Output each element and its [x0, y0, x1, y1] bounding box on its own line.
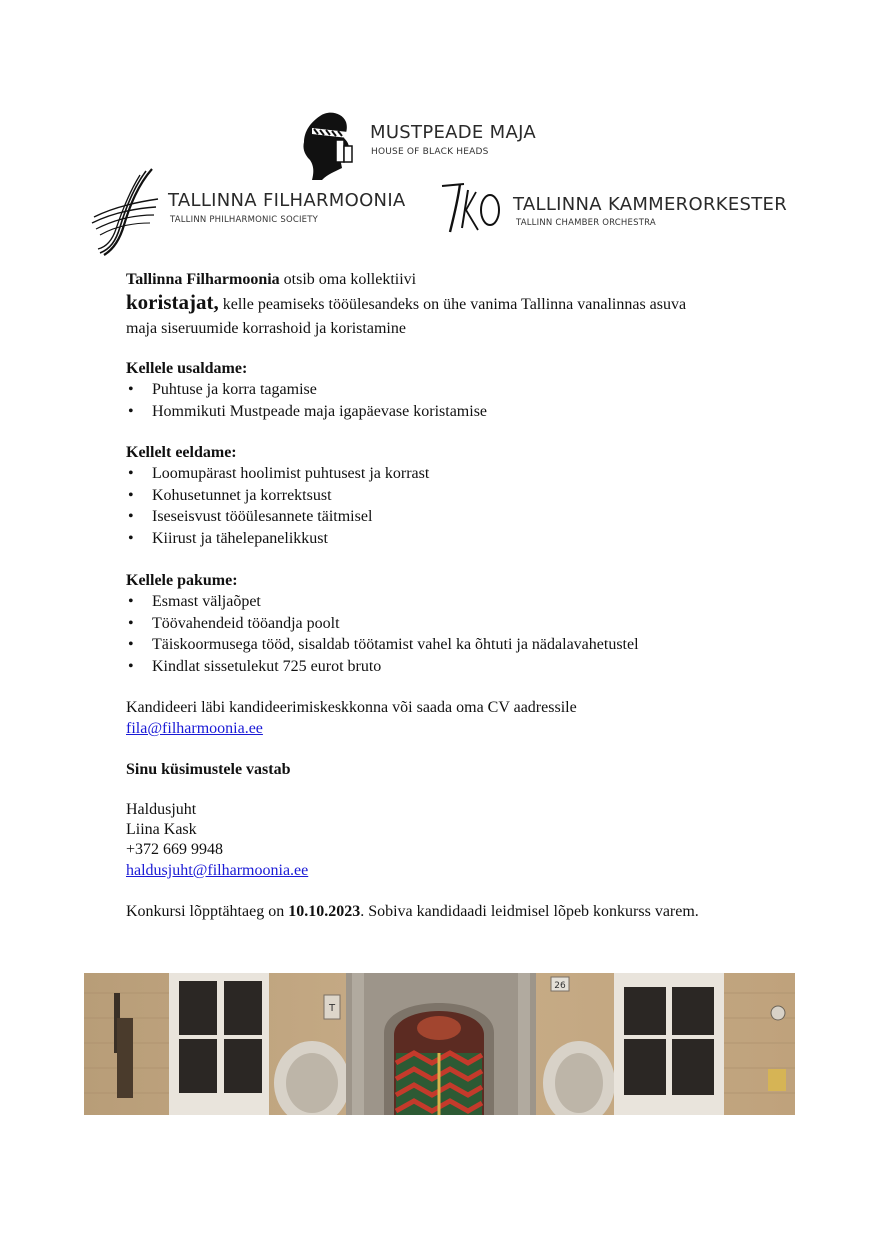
offer-list: [126, 591, 786, 677]
list-item: • Puhtuse ja korra tagamise: [126, 379, 766, 401]
list-item: • Hommikuti Mustpeade maja igapäevase koristamise: [126, 401, 766, 423]
kammerorkester-subtitle: TALLINN CHAMBER ORCHESTRA: [516, 218, 656, 228]
deadline-prefix: Konkursi lõpptähtaeg on: [126, 903, 289, 920]
mustpeade-subtitle: HOUSE OF BLACK HEADS: [371, 147, 489, 157]
list-item: • Töövahendeid tööandja poolt: [126, 613, 786, 635]
list-item: • Kohusetunnet ja korrektsust: [126, 485, 766, 507]
deadline-text: [126, 901, 699, 922]
list-item: • Loomupärast hoolimist puhtusest ja korrast: [126, 463, 766, 485]
position-title: koristajat,: [126, 290, 219, 314]
offer-heading: Kellele pakume:: [126, 572, 238, 589]
list-item: • Esmast väljaõpet: [126, 591, 786, 613]
contact-email-link[interactable]: haldusjuht@filharmoonia.ee: [126, 862, 309, 879]
apply-text: Kandideeri läbi kandideerimiskeskkonna või saada oma CV aadressile: [126, 699, 577, 716]
trust-heading: Kellele usaldame:: [126, 360, 248, 377]
list-item: • Kiirust ja tähelepanelikkust: [126, 528, 766, 550]
expect-list: [126, 463, 766, 549]
contact-role: Haldusjuht: [126, 801, 197, 818]
intro-line-2: [126, 292, 686, 315]
kammerorkester-logo: [440, 180, 788, 236]
contact-heading: Sinu küsimustele vastab: [126, 761, 291, 778]
contact-name: Liina Kask: [126, 821, 197, 838]
intro-line-1-text: otsib oma kollektiivi: [279, 271, 417, 288]
filharmoonia-title: TALLINNA FILHARMOONIA: [168, 190, 406, 211]
contact-phone: +372 669 9948: [126, 841, 224, 858]
filharmoonia-subtitle: TALLINN PHILHARMONIC SOCIETY: [170, 215, 319, 225]
kammerorkester-title: TALLINNA KAMMERORKESTER: [513, 194, 788, 215]
intro-line-2-text: kelle peamiseks tööülesandeks on ühe vanima Tallinna vanalinnas asuva: [218, 296, 687, 313]
apply-email-link[interactable]: fila@filharmoonia.ee: [126, 720, 263, 737]
organization-name: Tallinna Filharmoonia: [126, 271, 280, 288]
mustpeade-title: MUSTPEADE MAJA: [370, 122, 536, 143]
list-item: • Kindlat sissetulekut 725 eurot bruto: [126, 656, 786, 678]
expect-heading: Kellelt eeldame:: [126, 444, 237, 461]
deadline-suffix: . Sobiva kandidaadi leidmisel lõpeb konkurss varem.: [360, 903, 699, 920]
building-facade-illustration: [84, 973, 795, 1115]
list-item: • Täiskoormusega tööd, sisaldab töötamist vahel ka õhtuti ja nädalavahetustel: [126, 634, 786, 656]
intro-line-1: [126, 269, 416, 290]
deadline-date: 10.10.2023: [288, 903, 361, 920]
intro-line-3: maja siseruumide korrashoid ja koristamine: [126, 320, 406, 337]
house-number-sign: 26: [554, 981, 566, 991]
trust-list: [126, 379, 766, 422]
filharmoonia-swirl-icon: [90, 165, 162, 257]
building-photo: [84, 973, 795, 1115]
list-item: • Iseseisvust tööülesannete täitmisel: [126, 506, 766, 528]
street-sign: T: [328, 1003, 336, 1014]
tko-monogram-icon: [440, 180, 504, 236]
filharmoonia-logo: [90, 165, 410, 257]
